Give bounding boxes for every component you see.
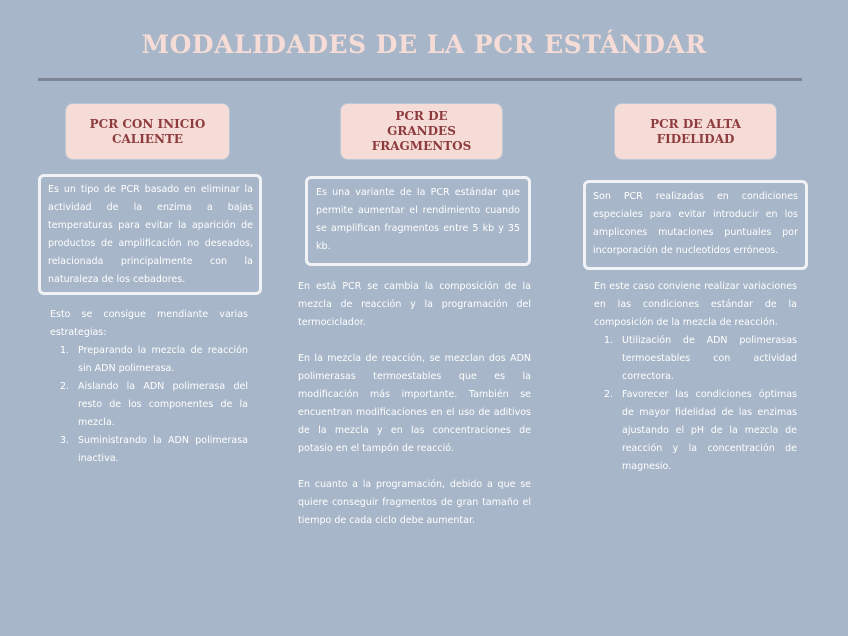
strategies-list bbox=[60, 342, 248, 468]
measures-list bbox=[604, 332, 797, 476]
grandes-fragmentos-body bbox=[298, 278, 531, 548]
definition-text: Es un tipo de PCR basado en eliminar la actividad de la enzima a bajas temperaturas para evitar la aparición de productos de amplificación no deseados, relacionada principalmente con la naturaleza de los cebadores. bbox=[48, 184, 253, 285]
heading-pcr-alta-fidelidad bbox=[615, 104, 776, 159]
heading-label: PCR DE GRANDES FRAGMENTOS bbox=[371, 109, 472, 153]
list-item: 2. Favorecer las condiciones óptimas de mayor fidelidad de las enzimas ajustando el pH de la mezcla de reacción y la concentración de magnesio. bbox=[604, 389, 797, 472]
title-divider bbox=[38, 78, 802, 81]
definition-text: Son PCR realizadas en condiciones especiales para evitar introducir en los amplicones mutaciones puntuales por incorporación de nucleotidos erróneos. bbox=[593, 191, 798, 256]
heading-pcr-inicio-caliente bbox=[66, 104, 229, 159]
strategies-intro: Esto se consigue mendiante varias estrategias: bbox=[50, 309, 248, 338]
strategies-section bbox=[50, 306, 248, 468]
list-item: 1. Utilización de ADN polimerasas termoestables con actividad correctora. bbox=[604, 335, 797, 382]
definition-box-inicio-caliente bbox=[38, 174, 262, 295]
heading-label: PCR CON INICIO CALIENTE bbox=[89, 116, 206, 146]
alta-fidelidad-body bbox=[594, 278, 797, 476]
list-item: 2. Aislando la ADN polimerasa del resto de los componentes de la mezcla. bbox=[60, 381, 248, 428]
heading-pcr-grandes-fragmentos bbox=[341, 104, 502, 159]
body-paragraph: En está PCR se cambia la composición de la mezcla de reacción y la programación del termociclador. bbox=[298, 281, 531, 328]
definition-text: Es una variante de la PCR estándar que permite aumentar el rendimiento cuando se amplifican fragmentos entre 5 kb y 35 kb. bbox=[316, 187, 520, 252]
body-paragraph: En la mezcla de reacción, se mezclan dos ADN polimerasas termoestables que es la modificación más importante. También se encuentran modificaciones en el uso de aditivos de la mezcla y en las concentraciones de potasio en el tampón de reacció. bbox=[298, 353, 531, 454]
page-title: MODALIDADES DE LA PCR ESTÁNDAR bbox=[141, 30, 707, 59]
body-intro: En este caso conviene realizar variaciones en las condiciones estándar de la composición de la mezcla de reacción. bbox=[594, 281, 797, 328]
body-paragraph: En cuanto a la programación, debido a que se quiere conseguir fragmentos de gran tamaño el tiempo de cada ciclo debe aumentar. bbox=[298, 479, 531, 526]
list-item: 3. Suministrando la ADN polimerasa inactiva. bbox=[60, 435, 248, 464]
definition-box-grandes-fragmentos bbox=[305, 176, 531, 266]
heading-label: PCR DE ALTA FIDELIDAD bbox=[650, 116, 741, 146]
list-item: 1. Preparando la mezcla de reacción sin ADN polimerasa. bbox=[60, 345, 248, 374]
definition-box-alta-fidelidad bbox=[583, 180, 808, 270]
